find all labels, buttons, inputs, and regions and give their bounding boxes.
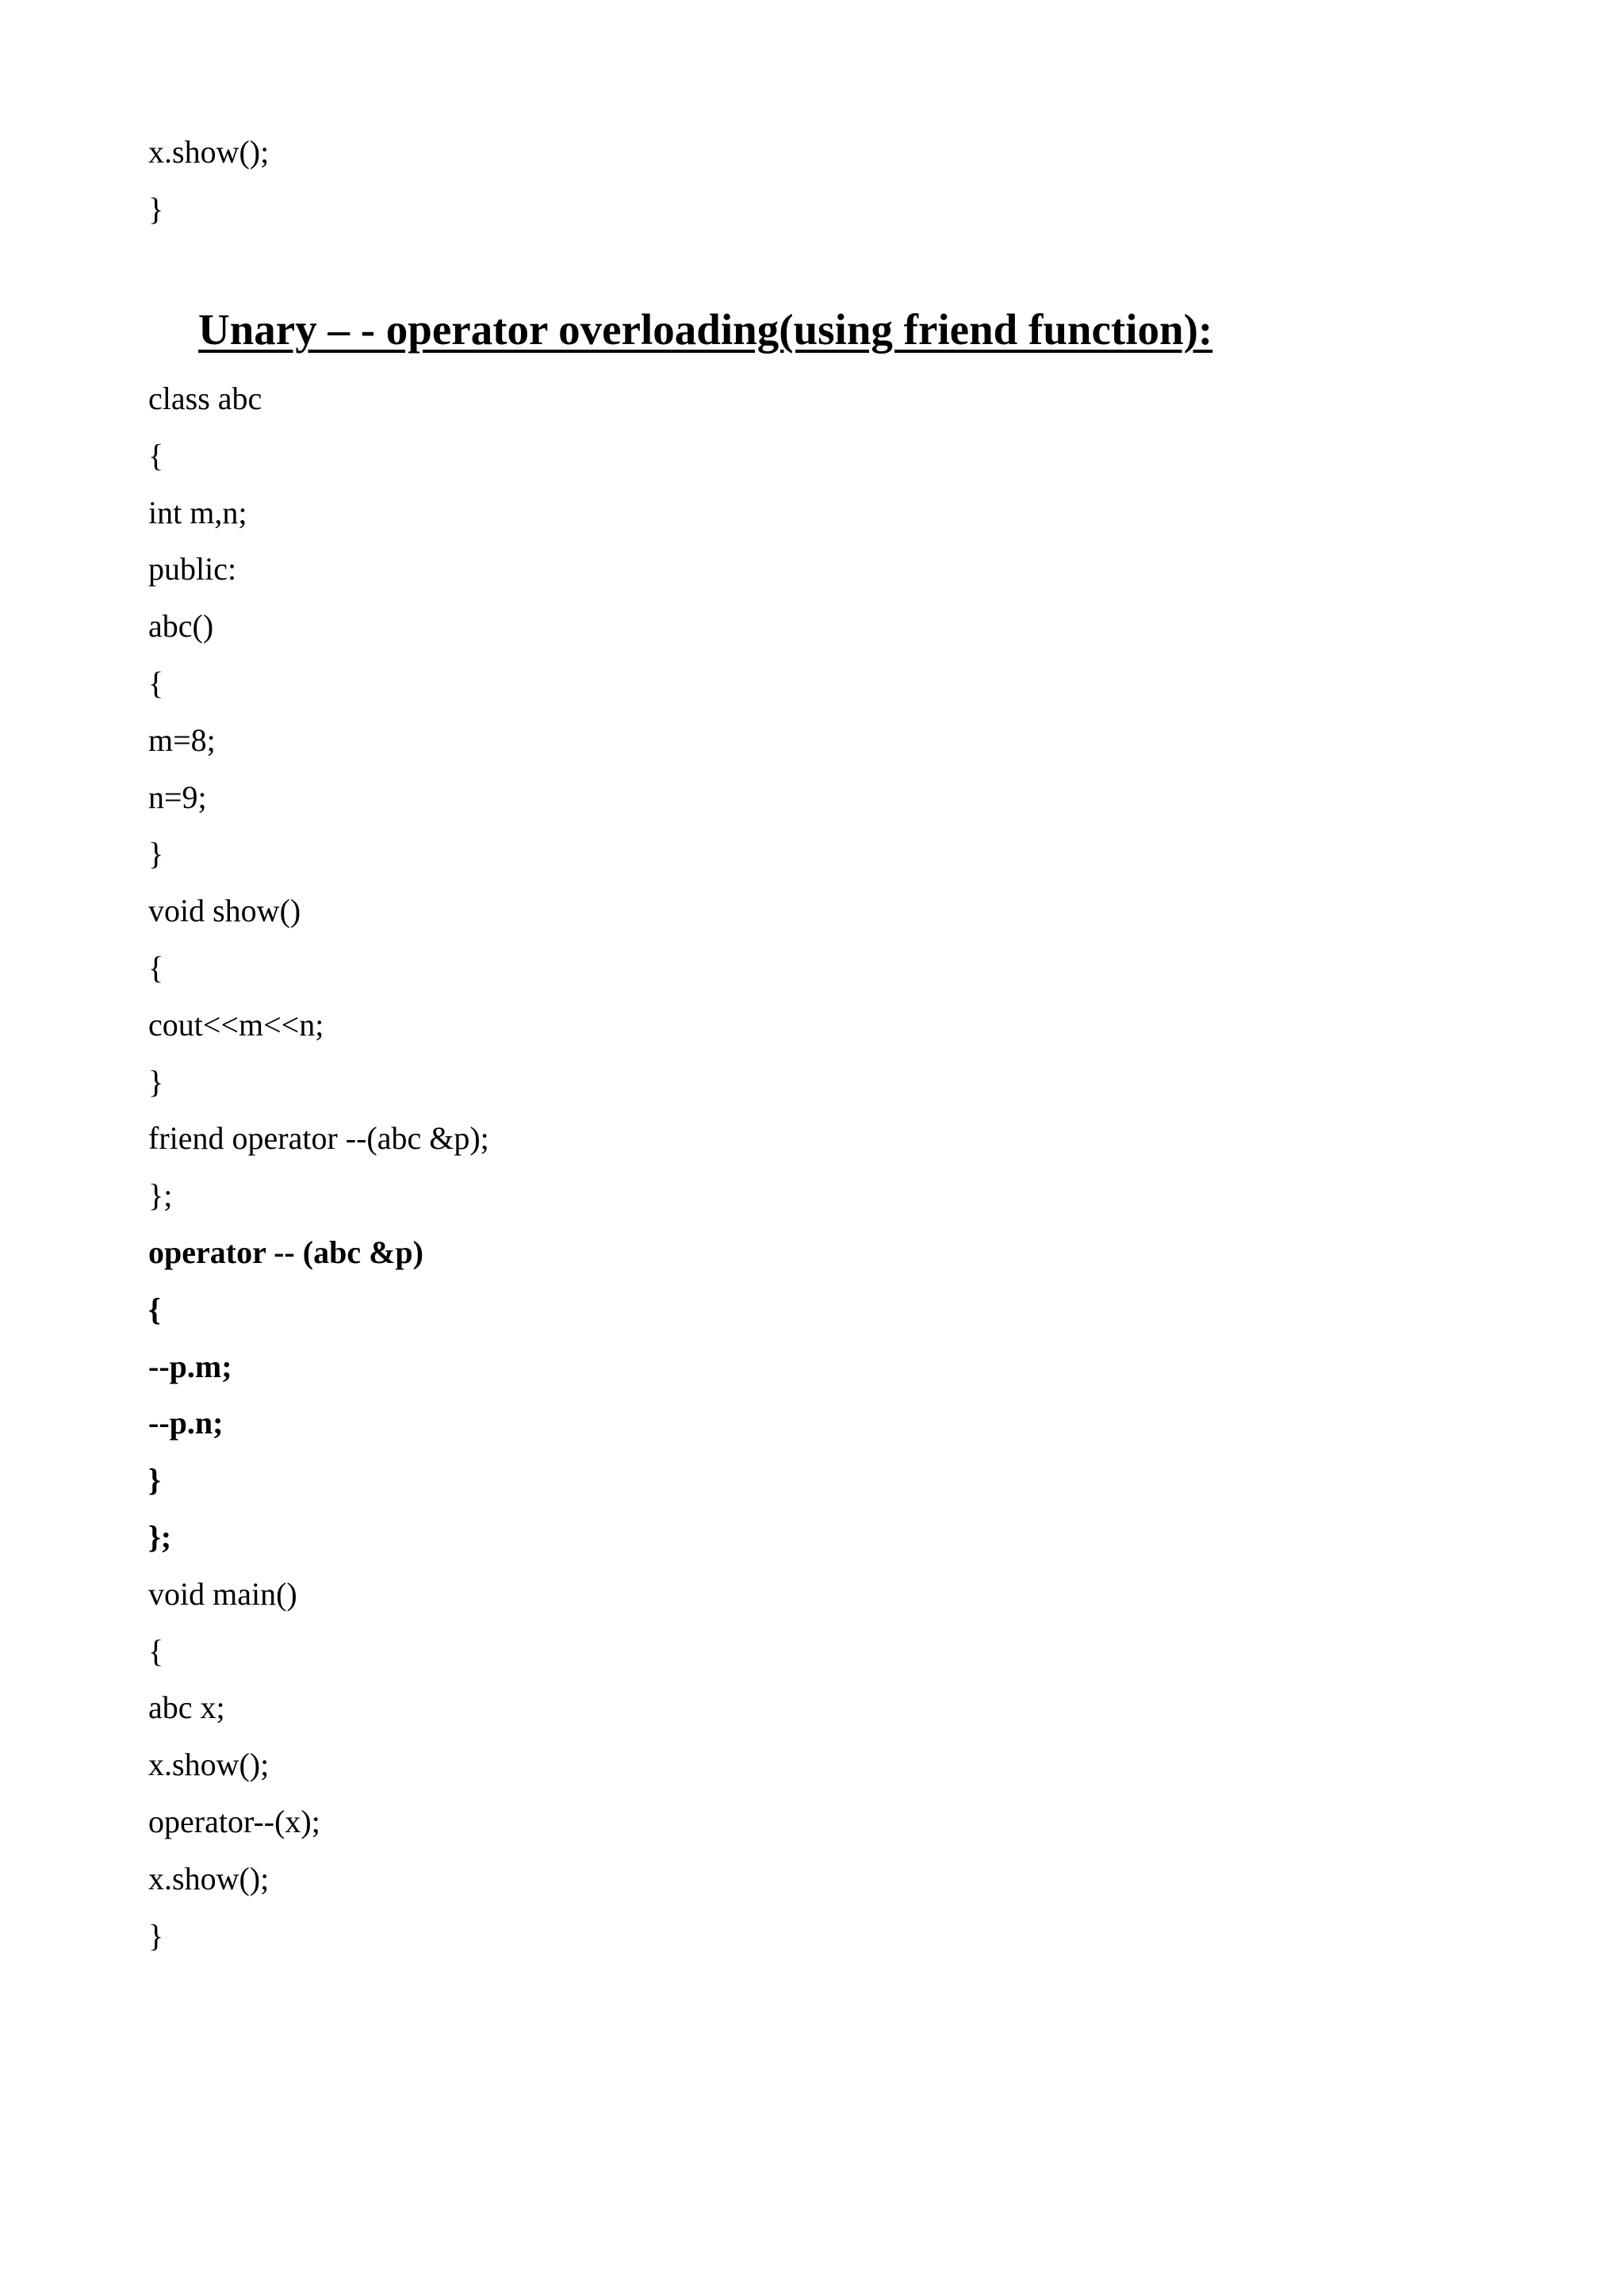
code-line-top-1: x.show(); <box>148 134 270 170</box>
code-line: void show() <box>148 893 301 928</box>
code-line: }; <box>148 1519 172 1555</box>
code-line: } <box>148 1462 161 1498</box>
section-heading: Unary – - operator overloading(using friend function): <box>198 305 1213 354</box>
code-line: m=8; <box>148 722 216 758</box>
code-line: x.show(); <box>148 1747 270 1782</box>
code-line: friend operator --(abc &p); <box>148 1120 489 1156</box>
code-line: --p.m; <box>148 1349 232 1384</box>
code-line: operator -- (abc &p) <box>148 1234 423 1270</box>
code-line: operator--(x); <box>148 1804 320 1839</box>
code-line: { <box>148 950 164 985</box>
code-line: { <box>148 1633 164 1669</box>
code-line: int m,n; <box>148 495 247 530</box>
code-line: --p.n; <box>148 1405 224 1441</box>
code-line: public: <box>148 551 237 587</box>
code-line: }; <box>148 1177 173 1213</box>
code-line: abc() <box>148 608 214 644</box>
code-line: cout<<m<<n; <box>148 1007 324 1043</box>
code-line: void main() <box>148 1576 297 1612</box>
code-line-top-2: } <box>148 191 164 227</box>
code-line: class abc <box>148 381 262 416</box>
code-line: { <box>148 665 164 701</box>
code-line: } <box>148 836 164 871</box>
code-line: } <box>148 1064 164 1100</box>
code-line: } <box>148 1918 164 1954</box>
code-line: abc x; <box>148 1689 225 1725</box>
code-line: n=9; <box>148 779 207 815</box>
code-line: { <box>148 1292 161 1327</box>
code-line: x.show(); <box>148 1861 270 1896</box>
code-line: { <box>148 438 164 473</box>
